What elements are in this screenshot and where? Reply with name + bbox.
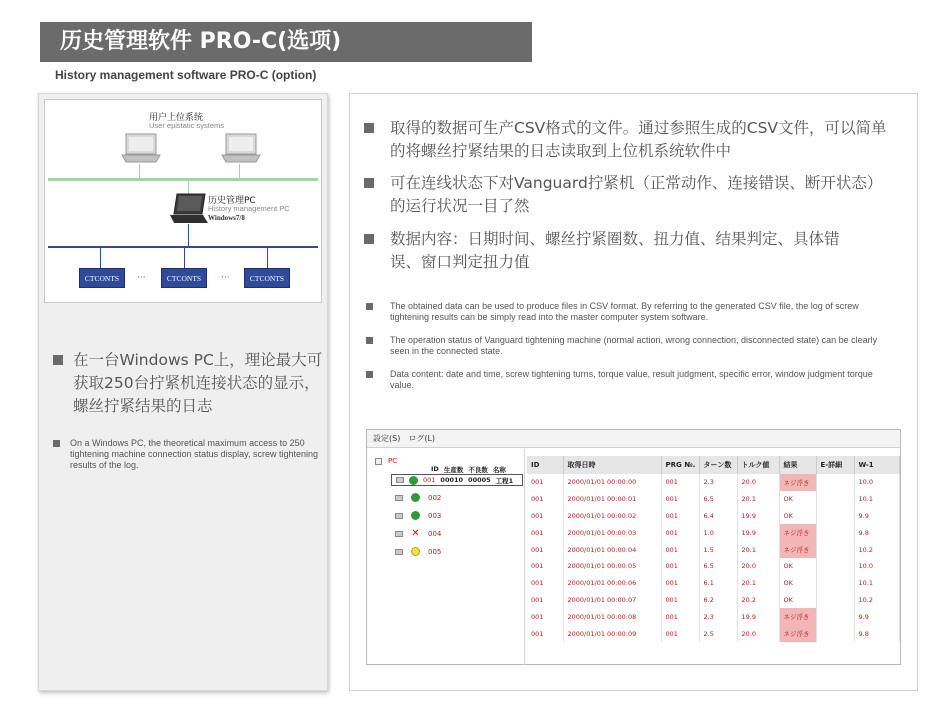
column-header[interactable]: E-詳細 <box>816 456 854 474</box>
table-cell: 2000/01/01 00:00:06 <box>563 575 661 592</box>
table-cell: OK <box>779 592 816 609</box>
menu-bar <box>367 430 900 448</box>
machine-tree <box>367 449 525 665</box>
table-cell: ネジ浮き <box>779 541 816 558</box>
tree-root[interactable] <box>375 457 397 465</box>
table-row[interactable] <box>527 575 900 592</box>
table-cell <box>816 541 854 558</box>
column-header[interactable]: ID <box>527 456 563 474</box>
table-cell: 001 <box>661 592 699 609</box>
node-icon <box>395 549 403 555</box>
tree-item[interactable] <box>395 493 441 502</box>
tree-header-cell: 生産数 <box>443 466 464 474</box>
bullet-square <box>53 440 60 447</box>
left-bullet-zh <box>53 349 323 418</box>
column-header[interactable]: トルク値 <box>737 456 779 474</box>
tree-header-cell: 名称 <box>492 466 506 474</box>
table-cell: 20.0 <box>737 625 779 642</box>
user-system-en-label: User epistatic systems <box>149 121 225 130</box>
column-header[interactable]: 取得日時 <box>563 456 661 474</box>
tree-item-id: 005 <box>428 547 442 556</box>
software-window <box>366 429 901 665</box>
bullet-square <box>53 355 63 365</box>
table-row[interactable] <box>527 625 900 642</box>
table-cell: 9.9 <box>854 608 900 625</box>
table-cell: 001 <box>527 474 563 491</box>
vline <box>188 224 189 247</box>
tree-header-cell: 不良数 <box>468 466 488 474</box>
table-cell: 2000/01/01 00:00:00 <box>563 474 661 491</box>
status-green-icon <box>409 476 418 485</box>
table-cell: 2000/01/01 00:00:04 <box>563 541 661 558</box>
feature-text-zh: 取得的数据可生产CSV格式的文件。通过参照生成的CSV文件，可以简单的将螺丝拧紧结果的日志读取到上位机系统软件中 <box>390 119 887 160</box>
table-cell: 6.4 <box>699 508 737 525</box>
controller-box: CTCONTS <box>244 268 290 288</box>
table-header-row <box>527 456 900 474</box>
table-cell: OK <box>779 508 816 525</box>
table-cell: 001 <box>661 474 699 491</box>
table-cell: 6.5 <box>699 491 737 508</box>
left-text-zh: 在一台Windows PC上，理论最大可获取250台拧紧机连接状态的显示，螺丝拧紧结果的日志 <box>73 351 323 415</box>
laptop-icon <box>220 132 262 164</box>
tree-cell: 00010 <box>440 476 464 484</box>
table-cell <box>816 575 854 592</box>
table-cell: 2000/01/01 00:00:08 <box>563 608 661 625</box>
table-cell <box>816 592 854 609</box>
collapse-icon[interactable] <box>375 458 382 465</box>
controller-box: CTCONTS <box>79 268 125 288</box>
history-pc-os-label: Windows7/8 <box>208 214 245 222</box>
node-icon <box>396 477 404 483</box>
tree-item[interactable] <box>395 529 441 538</box>
table-cell <box>816 558 854 575</box>
table-cell: 10.1 <box>854 491 900 508</box>
table-row[interactable] <box>527 524 900 541</box>
tree-cell: 001 <box>423 476 436 484</box>
column-header[interactable]: W-1 <box>854 456 900 474</box>
column-header[interactable]: PRG №. <box>661 456 699 474</box>
table-cell: 001 <box>661 608 699 625</box>
table-cell: 001 <box>661 541 699 558</box>
table-cell <box>816 491 854 508</box>
bullet-square <box>366 303 373 310</box>
table-row[interactable] <box>527 474 900 491</box>
table-cell <box>816 625 854 642</box>
tree-root-label: PC <box>388 457 398 465</box>
table-cell: 20.1 <box>737 541 779 558</box>
status-green-icon <box>411 493 420 502</box>
vline <box>239 164 240 179</box>
bullet-square <box>364 178 374 188</box>
table-cell: 001 <box>661 508 699 525</box>
table-cell: 19.9 <box>737 524 779 541</box>
feature-text-en: Data content: date and time, screw tightening turns, torque value, result judgment, specific error, window judgment torque value. <box>390 369 873 390</box>
menu-log[interactable]: ログ(L) <box>408 434 436 443</box>
table-cell: 001 <box>527 491 563 508</box>
table-cell: 001 <box>527 524 563 541</box>
table-cell: 20.2 <box>737 592 779 609</box>
table-cell: 1.0 <box>699 524 737 541</box>
table-row[interactable] <box>527 508 900 525</box>
table-cell: 1.5 <box>699 541 737 558</box>
table-cell: 6.1 <box>699 575 737 592</box>
table-cell: 10.2 <box>854 541 900 558</box>
feature-en-2 <box>366 335 906 357</box>
tree-item-id: 002 <box>428 493 442 502</box>
table-cell: 001 <box>527 541 563 558</box>
tree-item-id: 003 <box>428 511 442 520</box>
table-cell: OK <box>779 491 816 508</box>
table-cell <box>816 608 854 625</box>
table-cell: 10.2 <box>854 592 900 609</box>
table-cell: 2000/01/01 00:00:09 <box>563 625 661 642</box>
status-green-icon <box>411 511 420 520</box>
table-cell: 20.0 <box>737 474 779 491</box>
table-cell: 001 <box>661 524 699 541</box>
tree-item-id: 004 <box>428 529 442 538</box>
page-subtitle: History management software PRO-C (option) <box>55 68 317 82</box>
vline <box>267 248 268 268</box>
table-cell: 2000/01/01 00:00:01 <box>563 491 661 508</box>
table-cell: 001 <box>527 575 563 592</box>
table-cell: 001 <box>661 491 699 508</box>
table-cell: 10.1 <box>854 575 900 592</box>
feature-en-1 <box>366 301 906 323</box>
tree-header-cell: ID <box>431 465 439 473</box>
table-row[interactable] <box>527 558 900 575</box>
table-cell: 2000/01/01 00:00:02 <box>563 508 661 525</box>
column-header[interactable]: ターン数 <box>699 456 737 474</box>
table-cell: 001 <box>527 558 563 575</box>
bullet-square <box>364 234 374 244</box>
table-cell: 001 <box>527 508 563 525</box>
node-icon <box>395 513 403 519</box>
table-cell: 001 <box>527 592 563 609</box>
vline <box>139 164 140 179</box>
user-system-label: 用户上位系统 <box>149 113 204 123</box>
history-pc-label: 历史管理PC <box>208 196 256 206</box>
feature-zh-1 <box>364 117 904 163</box>
bullet-square <box>366 337 373 344</box>
table-cell: OK <box>779 575 816 592</box>
status-yellow-icon <box>411 547 420 556</box>
network-diagram <box>44 99 322 303</box>
table-row[interactable] <box>527 608 900 625</box>
tree-item[interactable] <box>395 511 441 520</box>
table-cell: 19.9 <box>737 608 779 625</box>
table-cell: 9.9 <box>854 508 900 525</box>
table-cell <box>816 508 854 525</box>
page-title: 历史管理软件 PRO-C(选项) <box>40 22 532 62</box>
tree-header <box>431 465 506 474</box>
feature-text-zh: 数据内容：日期时间、螺丝拧紧圈数、扭力值、结果判定、具体错误、窗口判定扭力值 <box>390 230 840 271</box>
table-cell: ネジ浮き <box>779 625 816 642</box>
table-cell <box>816 474 854 491</box>
table-cell: 9.8 <box>854 524 900 541</box>
table-cell: ネジ浮き <box>779 608 816 625</box>
table-row[interactable] <box>527 491 900 508</box>
column-header[interactable]: 結果 <box>779 456 816 474</box>
log-table <box>527 456 900 664</box>
table-cell: 10.0 <box>854 558 900 575</box>
table-cell: 001 <box>527 608 563 625</box>
bullet-square <box>366 371 373 378</box>
table-cell: 001 <box>661 558 699 575</box>
left-text-en: On a Windows PC, the theoretical maximum access to 250 tightening machine connection status display, screw tightening results of the log. <box>70 438 318 470</box>
bullet-square <box>364 123 374 133</box>
laptop-icon <box>120 132 162 164</box>
table-cell: 19.9 <box>737 508 779 525</box>
table-cell: 10.0 <box>854 474 900 491</box>
table-cell: 20.1 <box>737 575 779 592</box>
table-cell: 20.1 <box>737 491 779 508</box>
feature-zh-2 <box>364 172 904 218</box>
tree-item[interactable] <box>391 474 523 486</box>
vline <box>100 248 101 268</box>
feature-text-en: The obtained data can be used to produce files in CSV format. By referring to the generated CSV file, the log of screw tightening results can be simply read into the master computer system software. <box>390 301 859 322</box>
table-cell: 001 <box>661 625 699 642</box>
laptop-icon <box>169 192 209 226</box>
table-cell: ネジ浮き <box>779 524 816 541</box>
tree-cell: 00005 <box>468 476 491 484</box>
controller-box: CTCONTS <box>161 268 207 288</box>
table-cell: 2000/01/01 00:00:03 <box>563 524 661 541</box>
feature-text-en: The operation status of Vanguard tightening machine (normal action, wrong connection, disconnected state) can be clearly seen in the connected state. <box>390 335 878 356</box>
node-icon <box>395 531 403 537</box>
feature-zh-3 <box>364 228 904 274</box>
table-cell: 001 <box>527 625 563 642</box>
feature-text-zh: 可在连线状态下对Vanguard拧紧机（正常动作、连接错误、断开状态）的运行状况一目了然 <box>390 174 883 215</box>
left-bullet-en <box>53 438 323 471</box>
tree-cell: 工程1 <box>495 476 514 485</box>
lower-network-line <box>48 246 318 248</box>
table-cell: 9.8 <box>854 625 900 642</box>
left-panel <box>38 93 328 691</box>
node-icon <box>395 495 403 501</box>
tree-item[interactable] <box>395 547 441 556</box>
table-cell: 6.5 <box>699 558 737 575</box>
menu-settings[interactable]: 設定(S) <box>373 434 401 443</box>
vline <box>184 248 185 268</box>
table-cell: ネジ浮き <box>779 474 816 491</box>
error-x-icon: ✕ <box>411 528 420 539</box>
upper-network-line <box>48 178 318 181</box>
table-cell: 20.0 <box>737 558 779 575</box>
table-cell: 2000/01/01 00:00:07 <box>563 592 661 609</box>
history-pc-en-label: History management PC <box>208 204 290 213</box>
table-cell: 2.3 <box>699 608 737 625</box>
table-row[interactable] <box>527 592 900 609</box>
ellipsis-label: ··· <box>221 273 230 283</box>
table-cell <box>816 524 854 541</box>
table-cell: 2000/01/01 00:00:05 <box>563 558 661 575</box>
table-cell: 2.5 <box>699 625 737 642</box>
table-cell: OK <box>779 558 816 575</box>
feature-en-3 <box>366 369 906 391</box>
table-cell: 001 <box>661 575 699 592</box>
table-cell: 2.3 <box>699 474 737 491</box>
table-row[interactable] <box>527 541 900 558</box>
table-cell: 6.2 <box>699 592 737 609</box>
ellipsis-label: ··· <box>137 273 146 283</box>
